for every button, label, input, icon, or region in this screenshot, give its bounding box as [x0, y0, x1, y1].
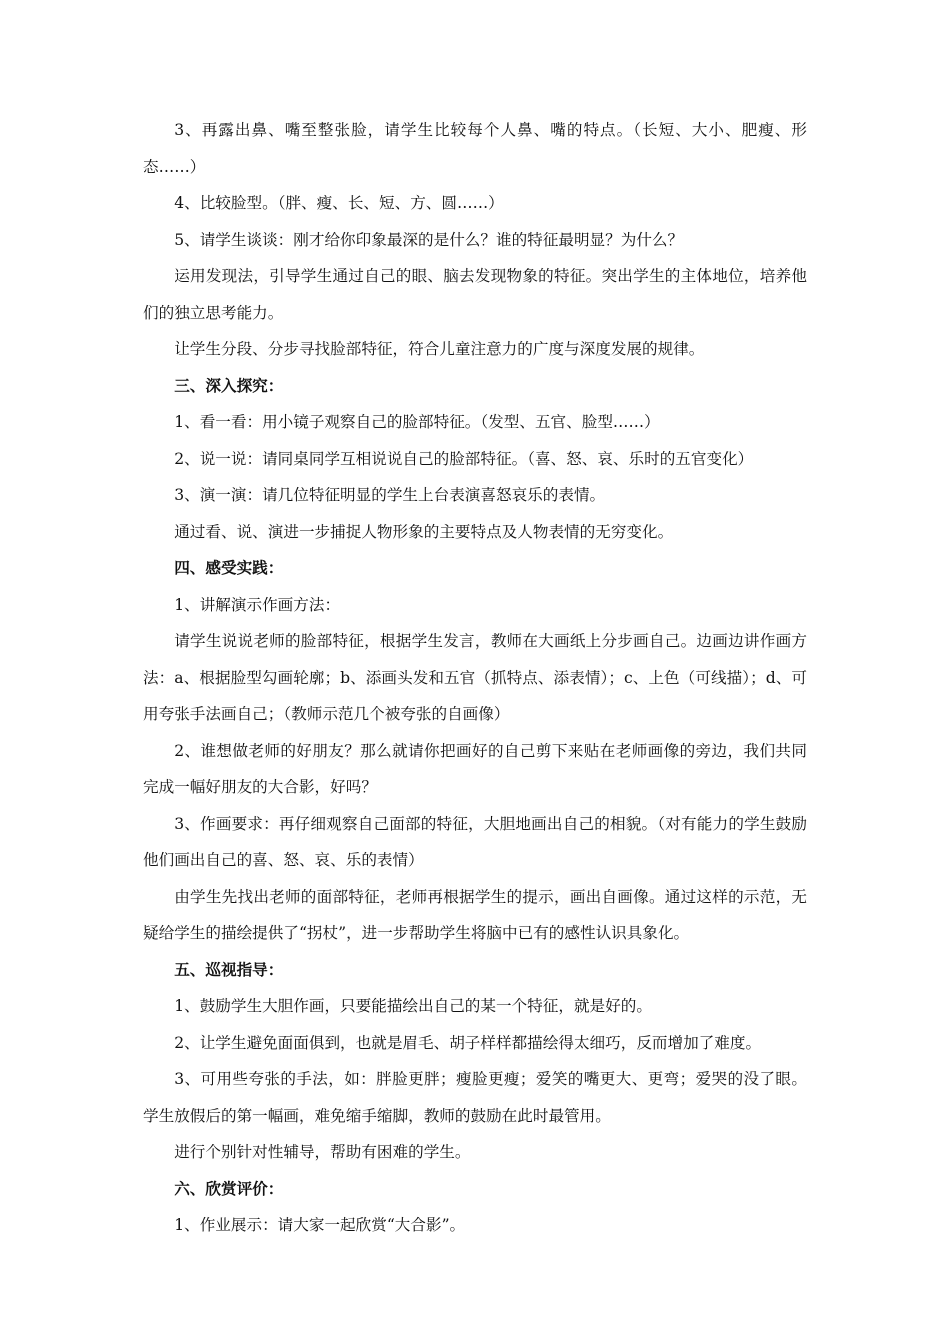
document-page — [143, 112, 807, 1244]
paragraph: 3、可用些夸张的手法，如：胖脸更胖；瘦脸更瘦；爱笑的嘴更大、更弯；爱哭的没了眼。学生放假后的第一幅画，难免缩手缩脚，教师的鼓励在此时最管用。 — [143, 1070, 807, 1125]
paragraph: 通过看、说、演进一步捕捉人物形象的主要特点及人物表情的无穷变化。 — [174, 522, 674, 541]
paragraph: 5、请学生谈谈：刚才给你印象最深的是什么？谁的特征最明显？为什么？ — [174, 230, 684, 249]
paragraph: 1、作业展示：请大家一起欣赏“大合影”。 — [174, 1216, 466, 1234]
paragraph: 3、作画要求：再仔细观察自己面部的特征，大胆地画出自己的相貌。（对有能力的学生鼓励他们画出自己的喜、怒、哀、乐的表情） — [143, 814, 807, 869]
paragraph: 由学生先找出老师的面部特征，老师再根据学生的提示，画出自画像。通过这样的示范，无疑给学生的描绘提供了“拐杖”，进一步帮助学生将脑中已有的感性认识具象化。 — [143, 887, 807, 942]
section-heading: 四、感受实践： — [174, 559, 284, 577]
paragraph: 4、比较脸型。（胖、瘦、长、短、方、圆……） — [174, 194, 504, 212]
section-heading: 三、深入探究： — [174, 376, 284, 395]
section-heading: 六、欣赏评价： — [174, 1179, 284, 1198]
paragraph: 运用发现法，引导学生通过自己的眼、脑去发现物象的特征。突出学生的主体地位，培养他们的独立思考能力。 — [143, 267, 807, 322]
paragraph: 2、让学生避免面面俱到，也就是眉毛、胡子样样都描绘得太细巧，反而增加了难度。 — [174, 1033, 762, 1052]
paragraph: 让学生分段、分步寻找脸部特征，符合儿童注意力的广度与深度发展的规律。 — [174, 340, 705, 358]
paragraph: 2、说一说：请同桌同学互相说说自己的脸部特征。（喜、怒、哀、乐时的五官变化） — [174, 449, 754, 468]
paragraph: 3、再露出鼻、嘴至整张脸，请学生比较每个人鼻、嘴的特点。（长短、大小、肥瘦、形态……） — [143, 121, 807, 176]
paragraph: 2、谁想做老师的好朋友？那么就请你把画好的自己剪下来贴在老师画像的旁边，我们共同完成一幅好朋友的大合影，好吗？ — [143, 741, 807, 796]
paragraph: 进行个别针对性辅导，帮助有困难的学生。 — [174, 1143, 471, 1161]
paragraph: 1、讲解演示作画方法： — [174, 595, 341, 614]
section-heading: 五、巡视指导： — [174, 960, 284, 979]
paragraph: 3、演一演：请几位特征明显的学生上台表演喜怒哀乐的表情。 — [174, 486, 606, 504]
paragraph: 请学生说说老师的脸部特征，根据学生发言，教师在大画纸上分步画自己。边画边讲作画方法：a、根据脸型勾画轮廓；b、添画头发和五官（抓特点、添表情）；c、上色（可线描）；d、可用夸张手法画自己；（教师示范几个被夸张的自画像） — [143, 632, 807, 723]
paragraph: 1、鼓励学生大胆作画，只要能描绘出自己的某一个特征，就是好的。 — [174, 997, 652, 1015]
paragraph: 1、看一看：用小镜子观察自己的脸部特征。（发型、五官、脸型……） — [174, 413, 660, 431]
